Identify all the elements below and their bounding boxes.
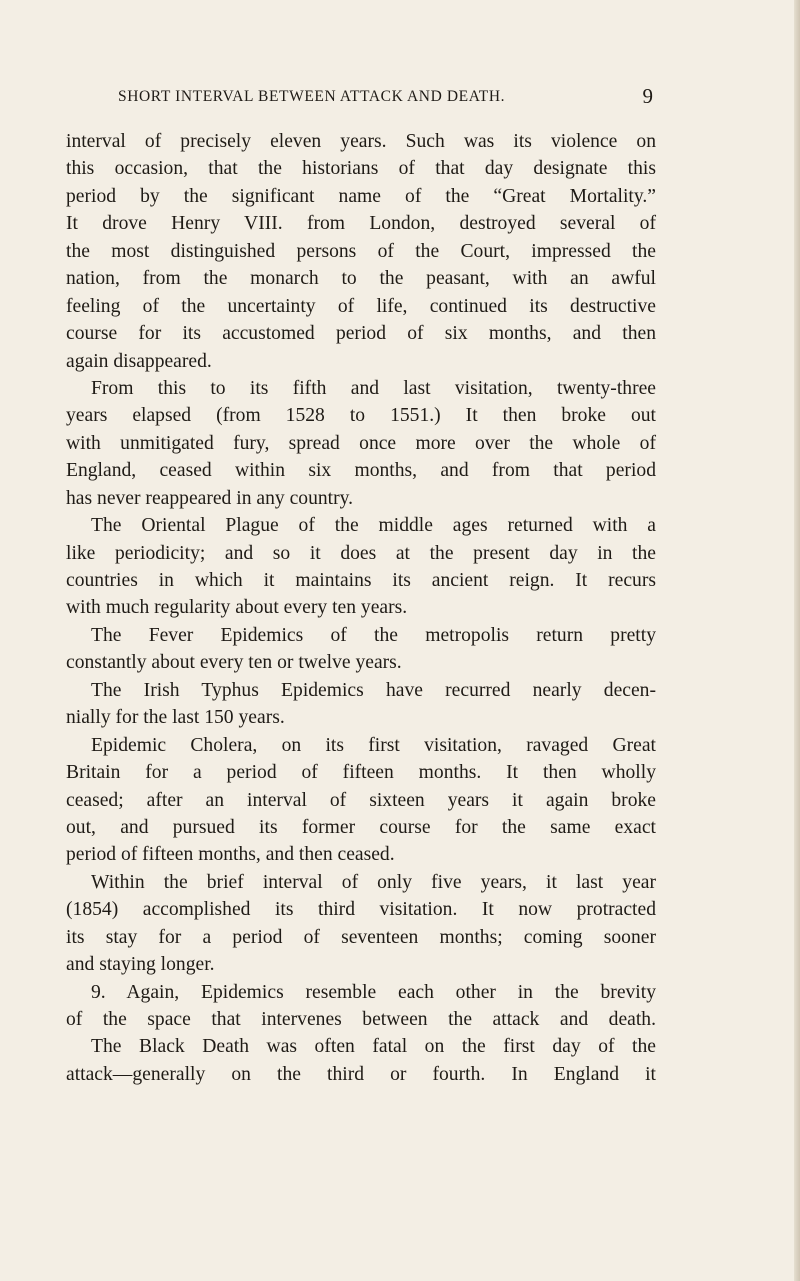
text-line: out, and pursued its former course for the same exact xyxy=(66,816,656,838)
text-line: The Black Death was often fatal on the first day of the xyxy=(91,1036,656,1058)
text-line: this occasion, that the historians of that day designate this xyxy=(66,158,656,180)
text-line: 9. Again, Epidemics resemble each other in the brevity xyxy=(91,981,656,1003)
text-line: and staying longer. xyxy=(66,954,215,976)
text-line: like periodicity; and so it does at the present day in the xyxy=(66,542,656,564)
text-line: again disappeared. xyxy=(66,350,212,372)
text-line: with unmitigated fury, spread once more over the whole of xyxy=(66,432,656,454)
text-line: nially for the last 150 years. xyxy=(66,707,285,729)
page-edge xyxy=(794,0,800,1281)
text-line: period by the significant name of the “Great Mortality.” xyxy=(66,185,656,207)
text-line: The Fever Epidemics of the metropolis return pretty xyxy=(91,624,656,646)
text-line: countries in which it maintains its ancient reign. It recurs xyxy=(66,570,656,591)
text-line: Epidemic Cholera, on its first visitation, ravaged Great xyxy=(91,734,656,756)
text-line: with much regularity about every ten years. xyxy=(66,597,408,619)
page-number: 9 xyxy=(642,84,653,108)
text-line: course for its accustomed period of six months, and then xyxy=(66,323,656,345)
text-line: England, ceased within six months, and from that period xyxy=(66,460,656,482)
page-header xyxy=(118,84,653,112)
text-line: period of fifteen months, and then ceased. xyxy=(66,844,395,866)
text-line: Within the brief interval of only five years, it last year xyxy=(91,871,656,893)
text-line: Britain for a period of fifteen months. It then wholly xyxy=(66,762,656,784)
text-line: its stay for a period of seventeen months; coming sooner xyxy=(66,926,656,948)
body-text xyxy=(66,128,656,1088)
text-line: the most distinguished persons of the Court, impressed the xyxy=(66,240,656,262)
text-line: ceased; after an interval of sixteen years it again broke xyxy=(66,789,656,811)
text-line: It drove Henry VIII. from London, destroyed several of xyxy=(66,213,656,235)
text-line: has never reappeared in any country. xyxy=(66,487,354,509)
running-head: SHORT INTERVAL BETWEEN ATTACK AND DEATH. xyxy=(118,88,506,105)
text-line: nation, from the monarch to the peasant, with an awful xyxy=(66,268,656,290)
text-line: of the space that intervenes between the attack and death. xyxy=(66,1009,656,1030)
text-line: interval of precisely eleven years. Such was its violence on xyxy=(66,131,656,152)
text-line: constantly about every ten or twelve years. xyxy=(66,652,402,674)
text-line: (1854) accomplished its third visitation. It now protracted xyxy=(66,899,656,921)
text-line: attack—generally on the third or fourth. In England it xyxy=(66,1063,656,1085)
text-line: years elapsed (from 1528 to 1551.) It then broke out xyxy=(66,405,656,427)
text-line: feeling of the uncertainty of life, continued its destructive xyxy=(66,295,656,317)
text-line: The Oriental Plague of the middle ages returned with a xyxy=(91,515,656,537)
text-line: The Irish Typhus Epidemics have recurred nearly decen- xyxy=(91,679,656,701)
text-line: From this to its fifth and last visitation, twenty-three xyxy=(91,377,656,399)
